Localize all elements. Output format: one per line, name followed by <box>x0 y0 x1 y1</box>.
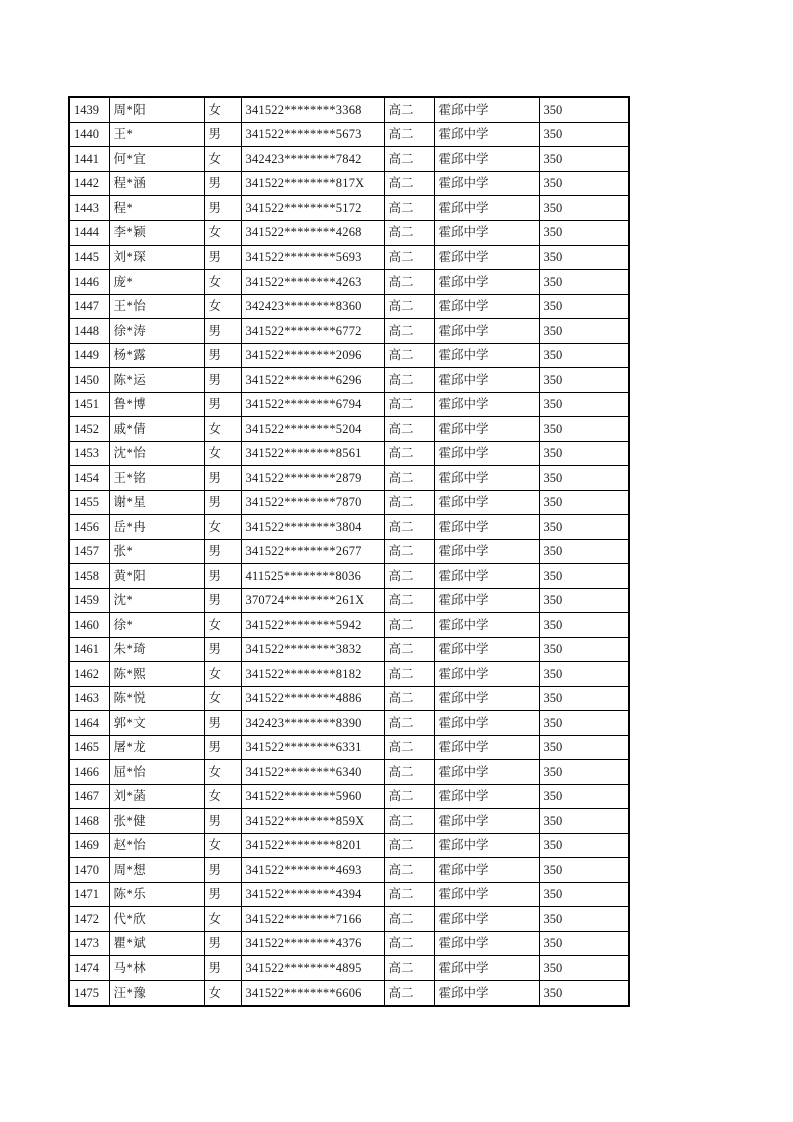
student-table-body <box>69 97 629 1006</box>
cell-name: 鲁*博 <box>109 392 204 417</box>
cell-gender: 男 <box>204 368 241 393</box>
cell-gender: 女 <box>204 441 241 466</box>
cell-school: 霍邱中学 <box>434 784 539 809</box>
cell-grade: 高二 <box>384 613 434 638</box>
cell-name: 徐* <box>109 613 204 638</box>
cell-serial: 1471 <box>69 882 109 907</box>
cell-school: 霍邱中学 <box>434 294 539 319</box>
cell-school: 霍邱中学 <box>434 760 539 785</box>
cell-serial: 1448 <box>69 319 109 344</box>
cell-amount: 350 <box>539 417 629 442</box>
cell-id_number: 341522********5673 <box>241 122 384 147</box>
cell-serial: 1466 <box>69 760 109 785</box>
cell-amount: 350 <box>539 490 629 515</box>
cell-amount: 350 <box>539 931 629 956</box>
cell-grade: 高二 <box>384 809 434 834</box>
cell-school: 霍邱中学 <box>434 686 539 711</box>
cell-school: 霍邱中学 <box>434 564 539 589</box>
cell-grade: 高二 <box>384 564 434 589</box>
cell-grade: 高二 <box>384 784 434 809</box>
cell-grade: 高二 <box>384 686 434 711</box>
cell-school: 霍邱中学 <box>434 490 539 515</box>
cell-id_number: 341522********4693 <box>241 858 384 883</box>
cell-school: 霍邱中学 <box>434 417 539 442</box>
cell-amount: 350 <box>539 588 629 613</box>
cell-amount: 350 <box>539 515 629 540</box>
student-roster-table <box>68 96 630 1007</box>
cell-grade: 高二 <box>384 270 434 295</box>
cell-name: 程*涵 <box>109 171 204 196</box>
cell-amount: 350 <box>539 466 629 491</box>
cell-amount: 350 <box>539 122 629 147</box>
cell-gender: 男 <box>204 735 241 760</box>
cell-serial: 1475 <box>69 980 109 1006</box>
cell-id_number: 341522********5960 <box>241 784 384 809</box>
cell-grade: 高二 <box>384 245 434 270</box>
cell-grade: 高二 <box>384 417 434 442</box>
cell-gender: 男 <box>204 564 241 589</box>
table-row <box>69 711 629 736</box>
cell-gender: 女 <box>204 662 241 687</box>
cell-school: 霍邱中学 <box>434 588 539 613</box>
cell-serial: 1443 <box>69 196 109 221</box>
cell-amount: 350 <box>539 711 629 736</box>
cell-gender: 男 <box>204 392 241 417</box>
cell-id_number: 341522********5172 <box>241 196 384 221</box>
table-row <box>69 196 629 221</box>
cell-gender: 男 <box>204 931 241 956</box>
cell-grade: 高二 <box>384 637 434 662</box>
cell-amount: 350 <box>539 637 629 662</box>
table-row <box>69 245 629 270</box>
table-row <box>69 368 629 393</box>
table-row <box>69 907 629 932</box>
cell-name: 陈*悦 <box>109 686 204 711</box>
cell-serial: 1473 <box>69 931 109 956</box>
cell-serial: 1454 <box>69 466 109 491</box>
cell-amount: 350 <box>539 833 629 858</box>
cell-name: 谢*星 <box>109 490 204 515</box>
cell-school: 霍邱中学 <box>434 613 539 638</box>
cell-serial: 1459 <box>69 588 109 613</box>
table-row <box>69 97 629 122</box>
table-row <box>69 343 629 368</box>
cell-serial: 1446 <box>69 270 109 295</box>
cell-amount: 350 <box>539 368 629 393</box>
cell-gender: 女 <box>204 220 241 245</box>
cell-school: 霍邱中学 <box>434 956 539 981</box>
cell-gender: 女 <box>204 97 241 122</box>
cell-gender: 女 <box>204 760 241 785</box>
cell-amount: 350 <box>539 858 629 883</box>
cell-school: 霍邱中学 <box>434 392 539 417</box>
cell-grade: 高二 <box>384 171 434 196</box>
cell-id_number: 341522********4886 <box>241 686 384 711</box>
cell-id_number: 411525********8036 <box>241 564 384 589</box>
cell-id_number: 341522********5942 <box>241 613 384 638</box>
cell-serial: 1440 <box>69 122 109 147</box>
cell-name: 王* <box>109 122 204 147</box>
cell-serial: 1464 <box>69 711 109 736</box>
cell-serial: 1453 <box>69 441 109 466</box>
cell-gender: 女 <box>204 784 241 809</box>
cell-grade: 高二 <box>384 956 434 981</box>
cell-grade: 高二 <box>384 490 434 515</box>
cell-school: 霍邱中学 <box>434 245 539 270</box>
cell-school: 霍邱中学 <box>434 343 539 368</box>
cell-serial: 1452 <box>69 417 109 442</box>
cell-serial: 1467 <box>69 784 109 809</box>
cell-amount: 350 <box>539 392 629 417</box>
table-row <box>69 809 629 834</box>
cell-id_number: 341522********2879 <box>241 466 384 491</box>
cell-name: 代*欣 <box>109 907 204 932</box>
cell-serial: 1447 <box>69 294 109 319</box>
cell-name: 陈*运 <box>109 368 204 393</box>
cell-id_number: 341522********7166 <box>241 907 384 932</box>
cell-id_number: 341522********6331 <box>241 735 384 760</box>
cell-name: 沈* <box>109 588 204 613</box>
cell-id_number: 342423********7842 <box>241 147 384 172</box>
cell-id_number: 341522********8561 <box>241 441 384 466</box>
cell-gender: 女 <box>204 907 241 932</box>
cell-grade: 高二 <box>384 294 434 319</box>
cell-name: 沈*怡 <box>109 441 204 466</box>
cell-id_number: 341522********6606 <box>241 980 384 1006</box>
cell-gender: 女 <box>204 515 241 540</box>
cell-serial: 1468 <box>69 809 109 834</box>
cell-serial: 1439 <box>69 97 109 122</box>
cell-id_number: 341522********5693 <box>241 245 384 270</box>
cell-name: 马*林 <box>109 956 204 981</box>
cell-serial: 1441 <box>69 147 109 172</box>
cell-grade: 高二 <box>384 907 434 932</box>
cell-id_number: 341522********4376 <box>241 931 384 956</box>
cell-serial: 1444 <box>69 220 109 245</box>
cell-serial: 1463 <box>69 686 109 711</box>
cell-name: 王*怡 <box>109 294 204 319</box>
cell-amount: 350 <box>539 97 629 122</box>
cell-amount: 350 <box>539 613 629 638</box>
cell-id_number: 341522********4263 <box>241 270 384 295</box>
cell-id_number: 341522********6340 <box>241 760 384 785</box>
cell-gender: 男 <box>204 711 241 736</box>
cell-grade: 高二 <box>384 882 434 907</box>
table-row <box>69 662 629 687</box>
cell-school: 霍邱中学 <box>434 122 539 147</box>
cell-name: 杨*露 <box>109 343 204 368</box>
cell-gender: 男 <box>204 343 241 368</box>
cell-amount: 350 <box>539 441 629 466</box>
cell-amount: 350 <box>539 882 629 907</box>
cell-amount: 350 <box>539 171 629 196</box>
cell-name: 陈*熙 <box>109 662 204 687</box>
cell-id_number: 341522********8182 <box>241 662 384 687</box>
cell-name: 黄*阳 <box>109 564 204 589</box>
cell-amount: 350 <box>539 539 629 564</box>
table-row <box>69 147 629 172</box>
cell-gender: 女 <box>204 270 241 295</box>
table-row <box>69 882 629 907</box>
cell-amount: 350 <box>539 220 629 245</box>
cell-id_number: 341522********859X <box>241 809 384 834</box>
cell-name: 屠*龙 <box>109 735 204 760</box>
cell-school: 霍邱中学 <box>434 858 539 883</box>
cell-school: 霍邱中学 <box>434 466 539 491</box>
table-row <box>69 270 629 295</box>
cell-amount: 350 <box>539 686 629 711</box>
cell-gender: 男 <box>204 171 241 196</box>
cell-serial: 1457 <box>69 539 109 564</box>
cell-grade: 高二 <box>384 711 434 736</box>
cell-grade: 高二 <box>384 392 434 417</box>
cell-grade: 高二 <box>384 931 434 956</box>
cell-id_number: 341522********817X <box>241 171 384 196</box>
cell-school: 霍邱中学 <box>434 171 539 196</box>
cell-grade: 高二 <box>384 980 434 1006</box>
cell-amount: 350 <box>539 662 629 687</box>
cell-school: 霍邱中学 <box>434 907 539 932</box>
cell-school: 霍邱中学 <box>434 711 539 736</box>
cell-gender: 男 <box>204 466 241 491</box>
cell-serial: 1450 <box>69 368 109 393</box>
cell-name: 刘*菡 <box>109 784 204 809</box>
cell-id_number: 341522********4268 <box>241 220 384 245</box>
cell-name: 戚*倩 <box>109 417 204 442</box>
table-row <box>69 980 629 1006</box>
table-row <box>69 956 629 981</box>
cell-gender: 女 <box>204 833 241 858</box>
table-row <box>69 490 629 515</box>
cell-grade: 高二 <box>384 833 434 858</box>
cell-name: 岳*冉 <box>109 515 204 540</box>
table-row <box>69 760 629 785</box>
table-row <box>69 515 629 540</box>
cell-serial: 1451 <box>69 392 109 417</box>
cell-gender: 男 <box>204 196 241 221</box>
cell-school: 霍邱中学 <box>434 809 539 834</box>
cell-id_number: 341522********3832 <box>241 637 384 662</box>
cell-amount: 350 <box>539 147 629 172</box>
cell-name: 汪*豫 <box>109 980 204 1006</box>
cell-grade: 高二 <box>384 858 434 883</box>
cell-id_number: 342423********8360 <box>241 294 384 319</box>
cell-name: 周*阳 <box>109 97 204 122</box>
cell-gender: 男 <box>204 858 241 883</box>
table-row <box>69 171 629 196</box>
table-row <box>69 564 629 589</box>
cell-amount: 350 <box>539 980 629 1006</box>
cell-amount: 350 <box>539 907 629 932</box>
cell-school: 霍邱中学 <box>434 931 539 956</box>
table-row <box>69 294 629 319</box>
table-row <box>69 539 629 564</box>
cell-school: 霍邱中学 <box>434 662 539 687</box>
cell-serial: 1460 <box>69 613 109 638</box>
table-row <box>69 784 629 809</box>
cell-name: 朱*琦 <box>109 637 204 662</box>
cell-grade: 高二 <box>384 147 434 172</box>
cell-id_number: 370724********261X <box>241 588 384 613</box>
cell-grade: 高二 <box>384 760 434 785</box>
cell-school: 霍邱中学 <box>434 980 539 1006</box>
cell-school: 霍邱中学 <box>434 833 539 858</box>
cell-gender: 男 <box>204 882 241 907</box>
cell-serial: 1449 <box>69 343 109 368</box>
cell-gender: 男 <box>204 122 241 147</box>
cell-id_number: 342423********8390 <box>241 711 384 736</box>
cell-school: 霍邱中学 <box>434 539 539 564</box>
cell-school: 霍邱中学 <box>434 515 539 540</box>
cell-name: 程* <box>109 196 204 221</box>
table-row <box>69 931 629 956</box>
cell-serial: 1455 <box>69 490 109 515</box>
cell-id_number: 341522********6296 <box>241 368 384 393</box>
table-row <box>69 122 629 147</box>
cell-amount: 350 <box>539 319 629 344</box>
cell-amount: 350 <box>539 760 629 785</box>
table-row <box>69 588 629 613</box>
cell-gender: 男 <box>204 319 241 344</box>
table-row <box>69 319 629 344</box>
cell-serial: 1456 <box>69 515 109 540</box>
cell-gender: 男 <box>204 588 241 613</box>
cell-gender: 女 <box>204 686 241 711</box>
cell-name: 刘*琛 <box>109 245 204 270</box>
cell-serial: 1445 <box>69 245 109 270</box>
cell-name: 何*宜 <box>109 147 204 172</box>
cell-name: 李*颖 <box>109 220 204 245</box>
cell-grade: 高二 <box>384 515 434 540</box>
cell-name: 庞* <box>109 270 204 295</box>
cell-grade: 高二 <box>384 97 434 122</box>
cell-id_number: 341522********2096 <box>241 343 384 368</box>
table-row <box>69 417 629 442</box>
cell-gender: 女 <box>204 980 241 1006</box>
cell-school: 霍邱中学 <box>434 220 539 245</box>
cell-school: 霍邱中学 <box>434 368 539 393</box>
cell-amount: 350 <box>539 564 629 589</box>
cell-name: 周*想 <box>109 858 204 883</box>
cell-serial: 1465 <box>69 735 109 760</box>
cell-name: 张* <box>109 539 204 564</box>
cell-school: 霍邱中学 <box>434 319 539 344</box>
cell-school: 霍邱中学 <box>434 97 539 122</box>
cell-serial: 1469 <box>69 833 109 858</box>
cell-grade: 高二 <box>384 466 434 491</box>
cell-grade: 高二 <box>384 343 434 368</box>
cell-gender: 女 <box>204 147 241 172</box>
cell-grade: 高二 <box>384 319 434 344</box>
cell-serial: 1472 <box>69 907 109 932</box>
cell-grade: 高二 <box>384 368 434 393</box>
cell-grade: 高二 <box>384 735 434 760</box>
cell-grade: 高二 <box>384 441 434 466</box>
cell-amount: 350 <box>539 809 629 834</box>
cell-school: 霍邱中学 <box>434 637 539 662</box>
cell-name: 郭*文 <box>109 711 204 736</box>
cell-id_number: 341522********7870 <box>241 490 384 515</box>
cell-serial: 1461 <box>69 637 109 662</box>
cell-name: 张*健 <box>109 809 204 834</box>
cell-gender: 女 <box>204 417 241 442</box>
cell-id_number: 341522********8201 <box>241 833 384 858</box>
cell-gender: 男 <box>204 245 241 270</box>
cell-amount: 350 <box>539 196 629 221</box>
table-row <box>69 441 629 466</box>
cell-name: 徐*涛 <box>109 319 204 344</box>
cell-gender: 男 <box>204 809 241 834</box>
cell-gender: 女 <box>204 294 241 319</box>
cell-grade: 高二 <box>384 588 434 613</box>
cell-gender: 男 <box>204 956 241 981</box>
cell-grade: 高二 <box>384 122 434 147</box>
cell-school: 霍邱中学 <box>434 270 539 295</box>
cell-amount: 350 <box>539 735 629 760</box>
cell-amount: 350 <box>539 784 629 809</box>
cell-grade: 高二 <box>384 662 434 687</box>
cell-serial: 1458 <box>69 564 109 589</box>
cell-id_number: 341522********4394 <box>241 882 384 907</box>
table-row <box>69 833 629 858</box>
cell-name: 赵*怡 <box>109 833 204 858</box>
table-row <box>69 637 629 662</box>
table-row <box>69 613 629 638</box>
table-row <box>69 686 629 711</box>
cell-amount: 350 <box>539 294 629 319</box>
table-row <box>69 735 629 760</box>
cell-school: 霍邱中学 <box>434 147 539 172</box>
cell-gender: 男 <box>204 637 241 662</box>
cell-amount: 350 <box>539 270 629 295</box>
cell-name: 王*铭 <box>109 466 204 491</box>
cell-id_number: 341522********6772 <box>241 319 384 344</box>
cell-name: 陈*乐 <box>109 882 204 907</box>
cell-school: 霍邱中学 <box>434 882 539 907</box>
table-row <box>69 466 629 491</box>
cell-id_number: 341522********5204 <box>241 417 384 442</box>
cell-serial: 1470 <box>69 858 109 883</box>
cell-grade: 高二 <box>384 220 434 245</box>
cell-amount: 350 <box>539 956 629 981</box>
table-row <box>69 392 629 417</box>
cell-id_number: 341522********3368 <box>241 97 384 122</box>
cell-amount: 350 <box>539 343 629 368</box>
cell-grade: 高二 <box>384 196 434 221</box>
cell-school: 霍邱中学 <box>434 196 539 221</box>
cell-name: 瞿*斌 <box>109 931 204 956</box>
cell-school: 霍邱中学 <box>434 735 539 760</box>
cell-serial: 1474 <box>69 956 109 981</box>
cell-grade: 高二 <box>384 539 434 564</box>
cell-serial: 1442 <box>69 171 109 196</box>
cell-gender: 男 <box>204 539 241 564</box>
cell-amount: 350 <box>539 245 629 270</box>
cell-id_number: 341522********4895 <box>241 956 384 981</box>
cell-id_number: 341522********6794 <box>241 392 384 417</box>
cell-gender: 女 <box>204 613 241 638</box>
cell-serial: 1462 <box>69 662 109 687</box>
cell-id_number: 341522********3804 <box>241 515 384 540</box>
cell-name: 屈*怡 <box>109 760 204 785</box>
table-row <box>69 220 629 245</box>
cell-id_number: 341522********2677 <box>241 539 384 564</box>
table-row <box>69 858 629 883</box>
cell-gender: 男 <box>204 490 241 515</box>
cell-school: 霍邱中学 <box>434 441 539 466</box>
